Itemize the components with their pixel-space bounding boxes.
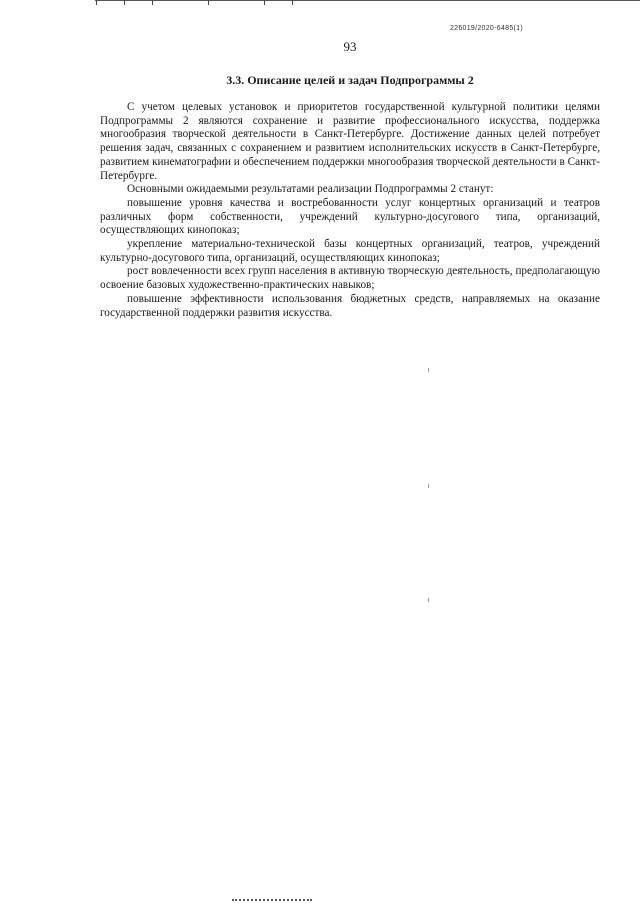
section-title: 3.3. Описание целей и задач Подпрограммы 2 [226,73,474,87]
scan-tick-mark [292,0,293,5]
document-body [100,101,600,320]
paragraph-expected-results: Основными ожидаемыми результатами реализации Подпрограммы 2 станут: [127,183,494,196]
paragraph-result-infrastructure: укрепление материально-технической базы концертных организаций, театров, учреждений культурно-досугового типа, организаций, осуществляющих кинопоказ; [100,238,600,264]
scan-artifact [428,368,429,372]
paragraph-result-efficiency: повышение эффективности использования бюджетных средств, направляемых на оказание государственной поддержки развития искусства. [100,292,600,319]
scan-tick-mark [264,0,265,5]
top-scan-rule [95,0,640,4]
bottom-scan-marks [232,899,312,905]
paragraph-result-involvement: рост вовлеченности всех групп населения в активную творческую деятельность, предполагающую освоение базовых художественно-практических навыков; [100,265,600,292]
scan-tick-mark [96,0,97,5]
scan-tick-mark [152,0,153,5]
scan-artifact [428,598,429,602]
paragraph-goals: С учетом целевых установок и приоритетов государственной культурной политики целями Подпрограммы 2 являются сохранение и развитие профессионального искусства, поддержка многообразия творческой деятельности в Санкт-Петербурге. Достижение данных целей потребует решения задач, связанных с сохранением и развитием исполнительских искусств в Санкт-Петербурге, развитием кинематографии и обеспечением поддержки многообразия творческой деятельности в Санкт-Петербурге. [100,101,600,182]
paragraph-result-quality: повышение уровня качества и востребованности услуг концертных организаций и театров различных форм собственности, учреждений культурно-досугового типа, организаций, осуществляющих кинопоказ; [100,196,600,237]
scan-tick-mark [124,0,125,5]
scan-tick-mark [208,0,209,5]
page-number: 93 [343,39,357,54]
scan-artifact [428,484,429,488]
document-id: 226019/2020-6485(1) [449,25,523,32]
